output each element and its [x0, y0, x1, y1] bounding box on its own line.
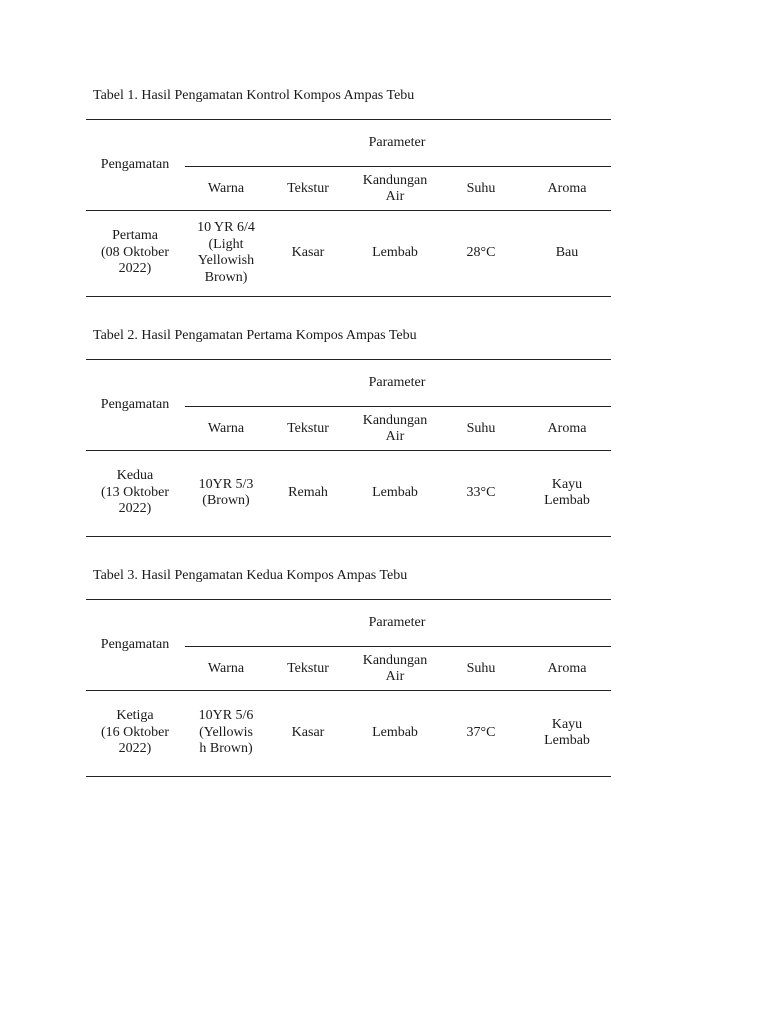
cell-pengamatan: Kedua (13 Oktober 2022): [100, 468, 170, 517]
group-header-parameter: Parameter: [368, 614, 426, 630]
cell-warna: 10 YR 6/4 (Light Yellowish Brown): [197, 220, 255, 285]
column-header: Aroma: [547, 420, 587, 436]
column-header: Tekstur: [287, 660, 329, 676]
cell-aroma: Kayu Lembab: [544, 716, 590, 748]
row-header-pengamatan: Pengamatan: [100, 636, 170, 652]
table-caption: Tabel 2. Hasil Pengamatan Pertama Kompos Ampas Tebu: [93, 328, 417, 343]
cell-kandungan-air: Lembab: [372, 724, 418, 740]
parameter-underline: [185, 166, 611, 167]
table-caption: Tabel 3. Hasil Pengamatan Kedua Kompos Ampas Tebu: [93, 568, 408, 583]
column-header: Suhu: [466, 420, 496, 436]
column-header: Tekstur: [287, 420, 329, 436]
header-bottom-rule: [86, 690, 611, 691]
table-bottom-rule: [86, 296, 611, 297]
cell-kandungan-air: Lembab: [372, 484, 418, 500]
header-bottom-rule: [86, 210, 611, 211]
column-header: Suhu: [466, 660, 496, 676]
column-header: Warna: [207, 180, 245, 196]
column-header: Kandungan Air: [362, 412, 428, 444]
column-header: Kandungan Air: [362, 652, 428, 684]
table-top-rule: [86, 119, 611, 120]
cell-suhu: 37°C: [466, 724, 496, 740]
cell-pengamatan: Pertama (08 Oktober 2022): [100, 228, 170, 277]
cell-tekstur: Remah: [288, 484, 328, 500]
cell-tekstur: Kasar: [291, 724, 325, 740]
cell-pengamatan: Ketiga (16 Oktober 2022): [100, 708, 170, 757]
cell-warna: 10YR 5/3 (Brown): [198, 476, 254, 508]
table-bottom-rule: [86, 536, 611, 537]
table-bottom-rule: [86, 776, 611, 777]
column-header: Kandungan Air: [362, 172, 428, 204]
column-header: Suhu: [466, 180, 496, 196]
column-header: Warna: [207, 660, 245, 676]
parameter-underline: [185, 406, 611, 407]
row-header-pengamatan: Pengamatan: [100, 156, 170, 172]
table-top-rule: [86, 599, 611, 600]
cell-kandungan-air: Lembab: [372, 244, 418, 260]
column-header: Aroma: [547, 180, 587, 196]
table-caption: Tabel 1. Hasil Pengamatan Kontrol Kompos Ampas Tebu: [93, 88, 415, 103]
row-header-pengamatan: Pengamatan: [100, 396, 170, 412]
cell-suhu: 28°C: [466, 244, 496, 260]
group-header-parameter: Parameter: [368, 374, 426, 390]
column-header: Aroma: [547, 660, 587, 676]
cell-aroma: Kayu Lembab: [544, 476, 590, 508]
group-header-parameter: Parameter: [368, 134, 426, 150]
cell-suhu: 33°C: [466, 484, 496, 500]
column-header: Tekstur: [287, 180, 329, 196]
header-bottom-rule: [86, 450, 611, 451]
column-header: Warna: [207, 420, 245, 436]
table-top-rule: [86, 359, 611, 360]
cell-aroma: Bau: [555, 244, 579, 260]
cell-tekstur: Kasar: [291, 244, 325, 260]
cell-warna: 10YR 5/6 (Yellowis h Brown): [198, 708, 254, 757]
parameter-underline: [185, 646, 611, 647]
